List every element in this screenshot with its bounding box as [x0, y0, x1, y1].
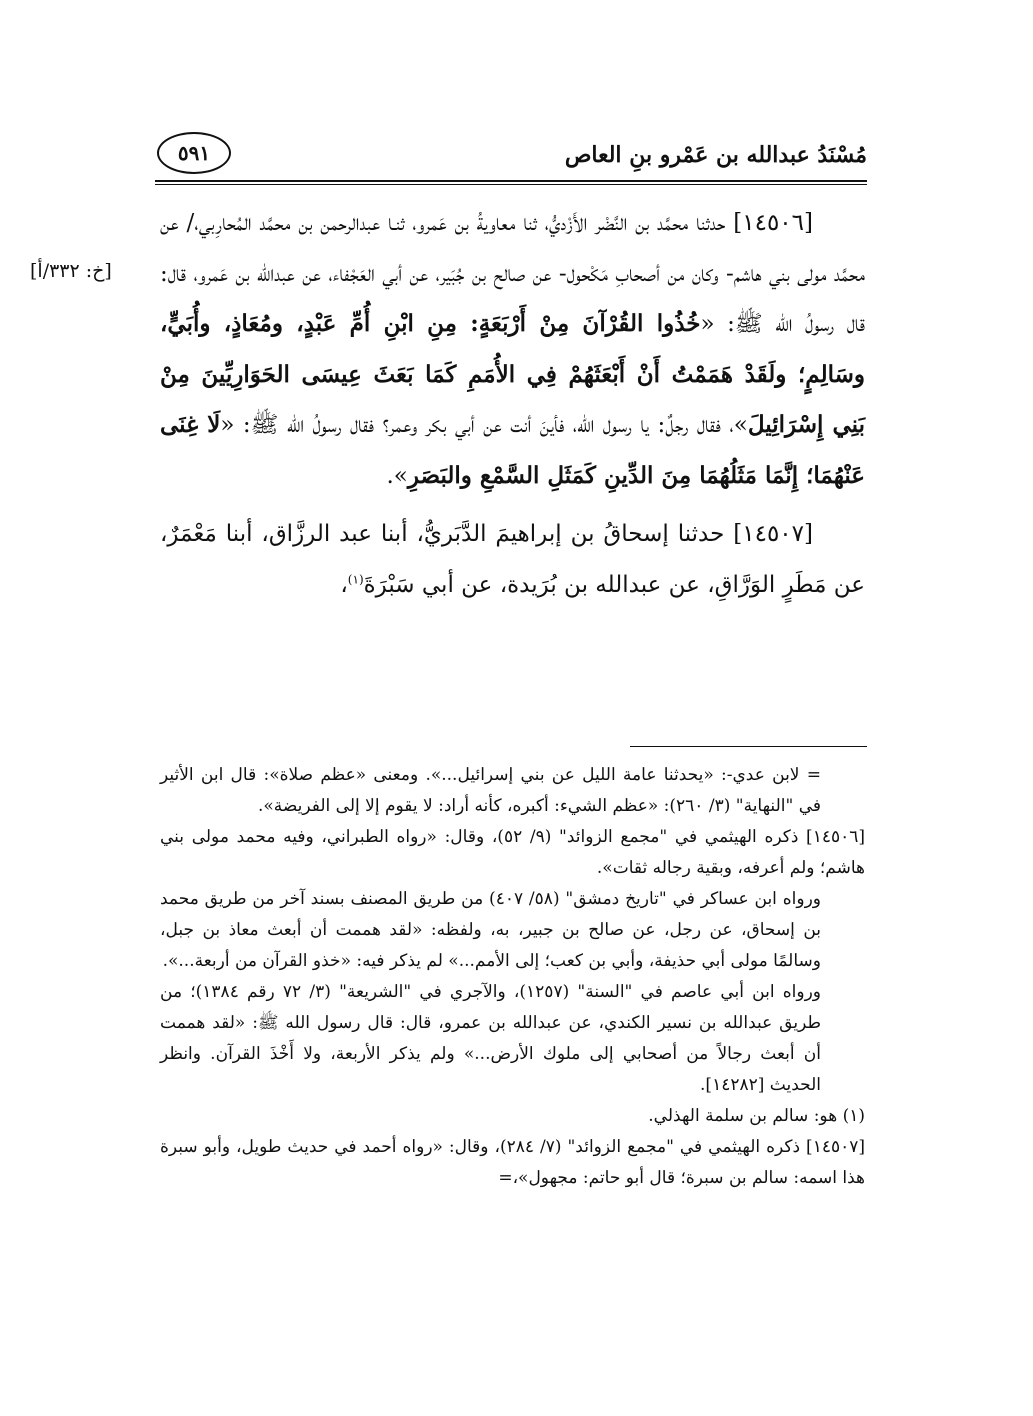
hadith-matn-bold: خُذُوا القُرْآنَ مِنْ أَرْبَعَةٍ: مِنِ ابْنِ أُمِّ عَبْدٍ، ومُعَاذٍ، وأُبَيٍّ، وسَالِمٍ؛ ولَقَدْ هَمَمْتُ أَنْ أَبْعَثَهُمْ فِي الأُمَمِ كَمَا بَعَثَ عِيسَى الحَوَارِيِّينَ مِنْ بَنِي إِسْرَائِيلَ — [160, 310, 865, 438]
hadith-isnad: [١٤٥٠٦] حدثنا محمَّد بن النَّضْر الأَزْديُّ، ثنا معاويةُ بن عَمرو، ثنـا عبدالرحمن بن محمَّد المُحارِبي،/ عن محمَّد مولى بني هاشم- وكان من أصحابِ مَكْحول- عن صالح بن جُبَير، عن أبي العَجْفاء، عن عبدالله بن عَمرو، قال: قال رسولُ الله ﷺ: « — [160, 210, 866, 337]
footnote-1: (١) هو: سالم بن سلمة الهذلي. — [648, 1106, 865, 1126]
header-rule — [155, 180, 867, 182]
main-text — [160, 198, 865, 610]
hadith-matn-bold-2: لَا غِنَى عَنْهُمَا؛ إِنَّمَا مَثَلُهُمَا مِنَ الدِّينِ كَمَثَلِ السَّمْعِ والبَصَرِ — [160, 411, 865, 489]
hadith-14507 — [160, 509, 865, 610]
hadith-text-end: ». — [386, 462, 408, 489]
hadith-14506 — [160, 198, 865, 501]
hadith-text-end: ، — [340, 571, 348, 598]
header-rule-thin — [155, 184, 867, 185]
page-number: ٥٩١ — [157, 132, 231, 174]
footnote-14506: [١٤٥٠٦] ذكره الهيثمي في "مجمع الزوائد" (٩/ ٥٢)، وقال: «رواه الطبراني، وفيه محمد مولى بني هاشم؛ ولم أعرفه، وبقية رجاله ثقات». — [160, 827, 865, 878]
footnote-separator — [630, 746, 867, 747]
footnote-marker: (١) — [347, 571, 364, 586]
page-header — [155, 126, 867, 182]
footnote-continuation: = لابن عدي-: «يحدثنا عامة الليل عن بني إسرائيل...». ومعنى «عظم صلاة»: قال ابن الأثير في "النهاية" (٣/ ٢٦٠): «عظم الشيء: أكبره، كأنه أراد: لا يقوم إلا إلى الفريضة». — [160, 765, 821, 816]
running-title: مُسْنَدُ عبدالله بن عَمْرو بنِ العاص — [564, 142, 867, 168]
footnotes — [160, 760, 865, 1194]
hadith-text: »، فقال رجلٌ: يا رسول الله، فأينَ أنت عن أبي بكر وعمر؟ فقال رسولُ الله ﷺ: « — [220, 412, 748, 438]
footnote-14506-ibn-asakir: ورواه ابن عساكر في "تاريخ دمشق" (٥٨/ ٤٠٧) من طريق المصنف بسند آخر من طريق محمد بن إسحاق، عن رجل، عن صالح بن جبير، به، ولفظه: «لقد هممت أن أبعث معاذ بن جبل، وسالمًا مولى أبي حذيفة، وأبي بن كعب؛ إلى الأمم...» لم يذكر فيه: «خذو القرآن من أربعة...». — [160, 889, 822, 971]
manuscript-marginal-note: [خ: ٣٣٢/أ] — [30, 260, 112, 282]
footnote-14507: [١٤٥٠٧] ذكره الهيثمي في "مجمع الزوائد" (٧/ ٢٨٤)، وقال: «رواه أحمد في حديث طويل، وأبو سبرة هذا اسمه: سالم بن سبرة؛ قال أبو حاتم: مجهول»،= — [160, 1137, 865, 1188]
hadith-isnad: [١٤٥٠٧] حدثنا إسحاقُ بن إبراهيمَ الدَّبَريُّ، أبنا عبد الرزَّاق، أبنا مَعْمَرٌ، عن مَطَرٍ الوَرَّاقِ، عن عبدالله بن بُرَيدة، عن أبي سَبْرَةَ — [160, 521, 865, 598]
footnote-14506-ibn-abi-asim: ورواه ابن أبي عاصم في "السنة" (١٢٥٧)، والآجري في "الشريعة" (٣/ ٧٢ رقم ١٣٨٤)؛ من طريق عبدالله بن نسير الكندي، عن عبدالله بن عمرو، قال: قال رسول الله ﷺ: «لقد هممت أن أبعث رجالاً من أصحابي إلى ملوك الأرض...» ولم يذكر الأربعة، ولا أَخْذَ القرآن. وانظر الحديث [١٤٢٨٢]. — [160, 982, 822, 1095]
